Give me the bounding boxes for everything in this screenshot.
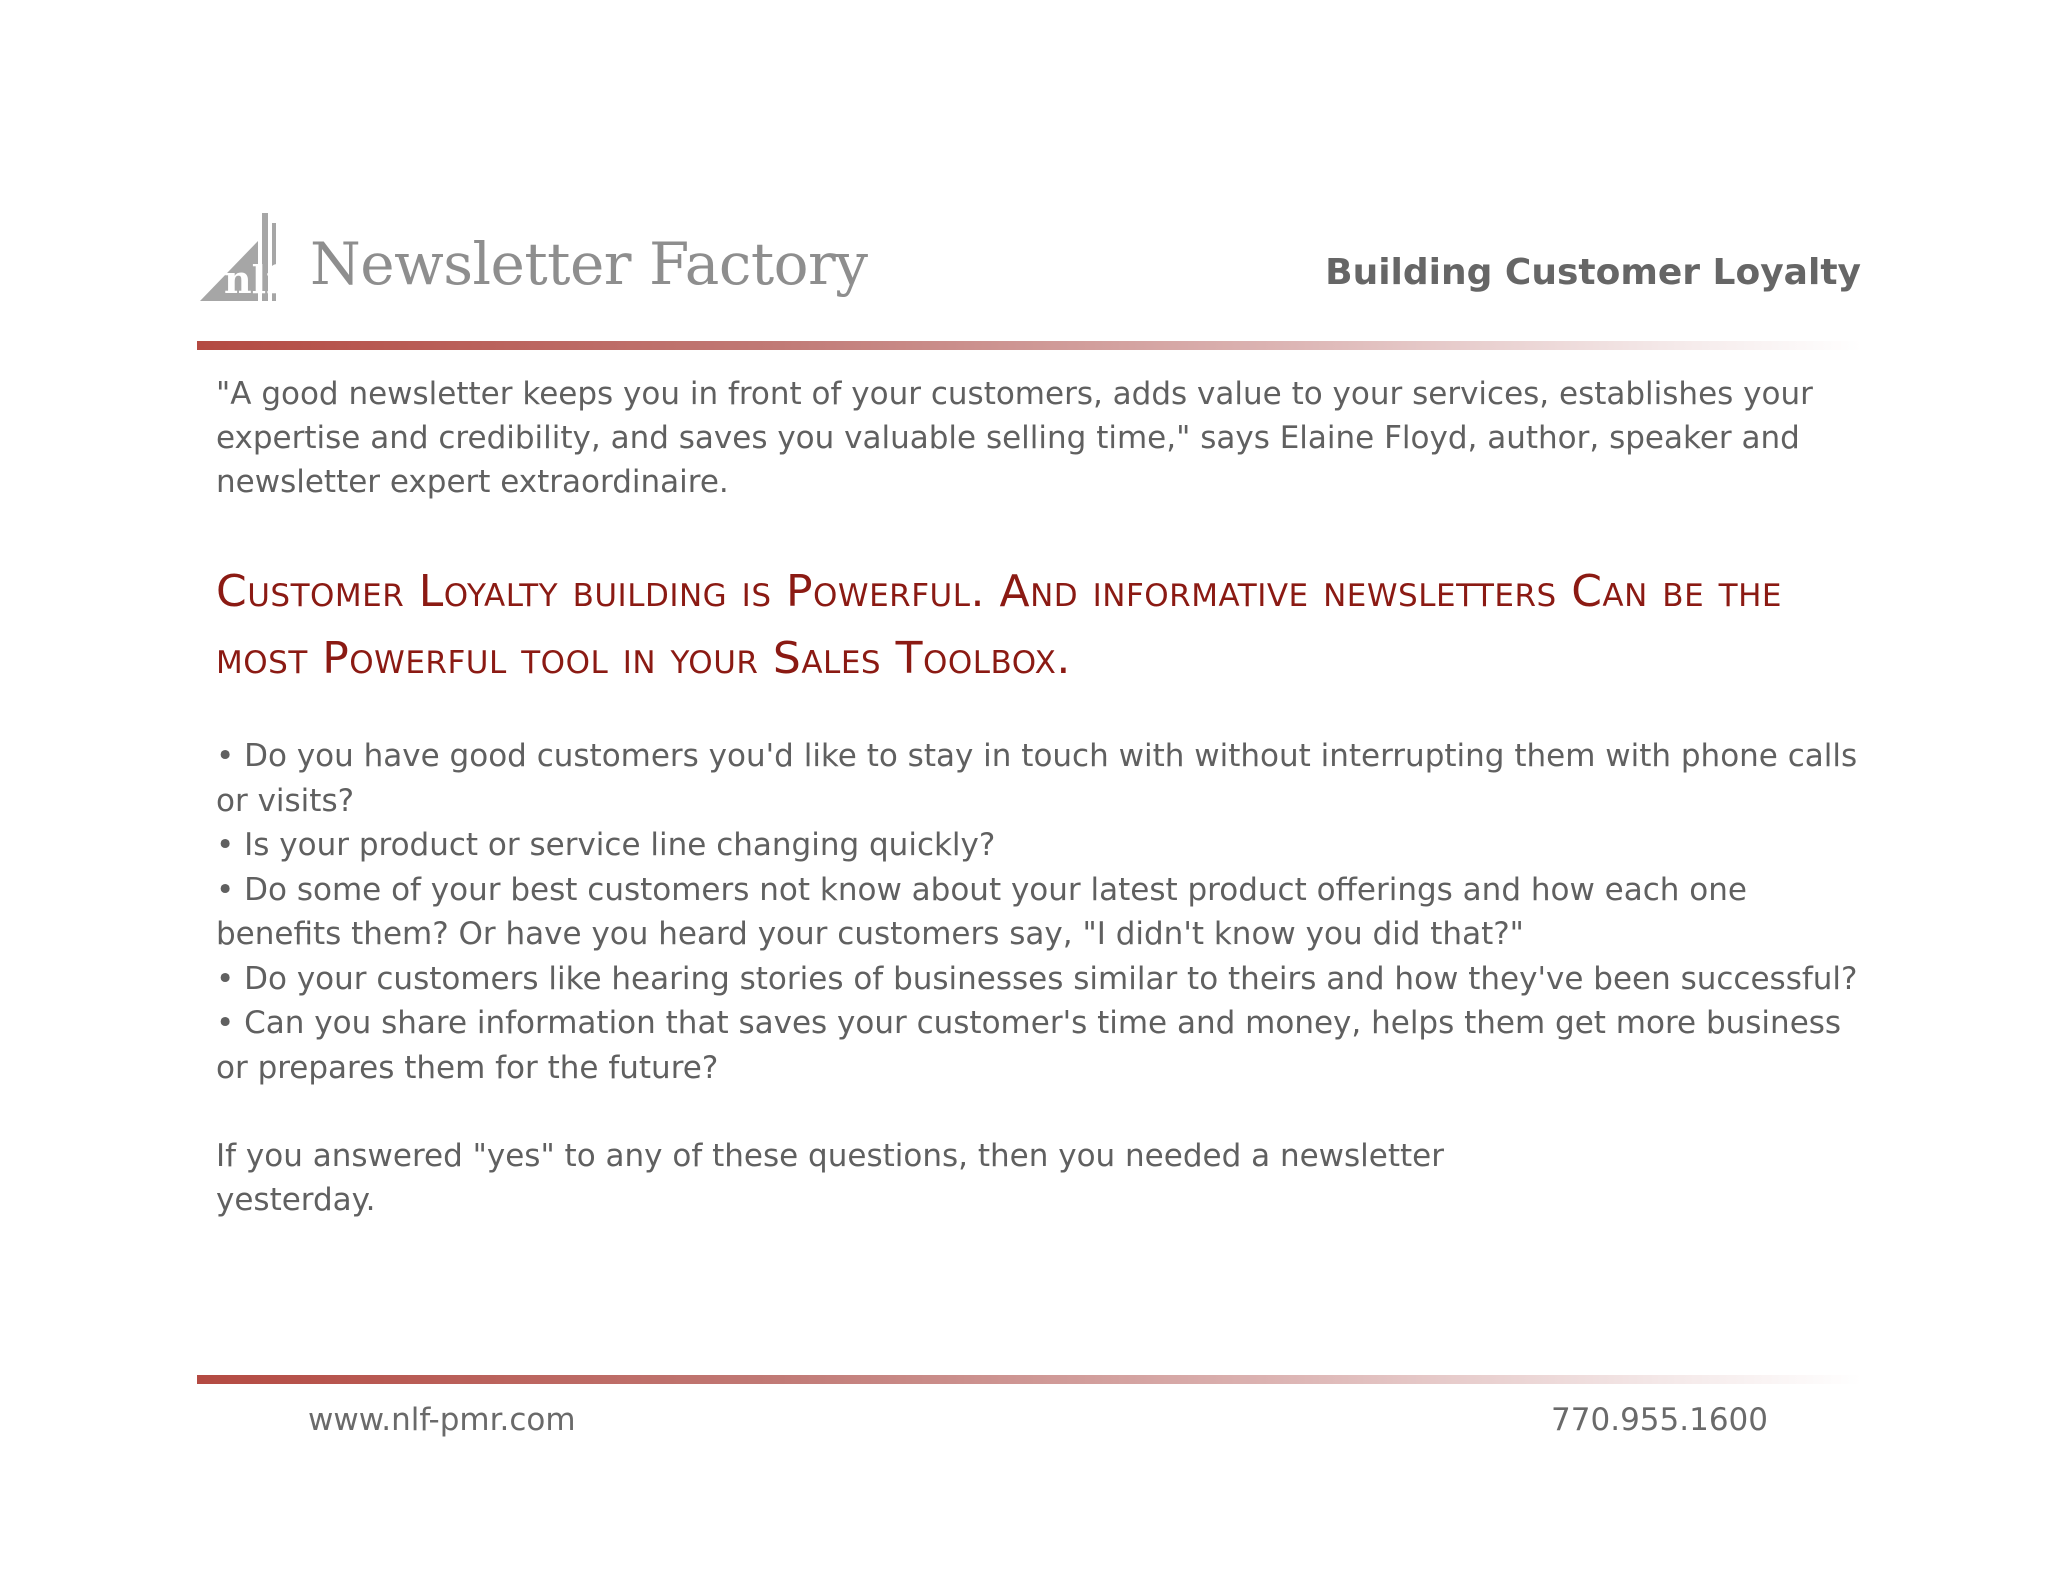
list-item: • Do you have good customers you'd like to stay in touch with without interrupting them with phone calls or visits? xyxy=(216,734,1866,823)
footer-divider xyxy=(197,1375,1862,1384)
footer-phone: 770.955.1600 xyxy=(1551,1402,1768,1438)
intro-quote: "A good newsletter keeps you in front of your customers, adds value to your services, establishes your expertise and credibility, and saves you valuable selling time," says Elaine Floyd, author, speaker and newsletter expert extraordinaire. xyxy=(216,376,1813,500)
brand-name: Newsletter Factory xyxy=(310,230,868,298)
footer-website[interactable]: www.nlf-pmr.com xyxy=(308,1402,576,1438)
brand-logo xyxy=(200,193,868,303)
question-list xyxy=(216,734,1866,1090)
header-divider xyxy=(197,341,1862,350)
newsletter-factory-logo-icon xyxy=(200,211,292,303)
closing-statement: If you answered "yes" to any of these questions, then you needed a newsletter yesterday. xyxy=(216,1138,1444,1218)
list-item: • Do your customers like hearing stories of businesses similar to theirs and how they've been successful? xyxy=(216,957,1866,1002)
svg-text:nlf: nlf xyxy=(224,257,283,302)
list-item: • Do some of your best customers not know about your latest product offerings and how each one benefits them? Or have you heard your customers say, "I didn't know you did that?" xyxy=(216,868,1866,957)
main-content xyxy=(216,372,1866,1222)
list-item: • Is your product or service line changing quickly? xyxy=(216,823,1866,868)
headline: Customer Loyalty building is Powerful. And informative newsletters Can be the most Powerful tool in your Sales Toolbox. xyxy=(216,566,1782,684)
document-title: Building Customer Loyalty xyxy=(1325,252,1861,293)
list-item: • Can you share information that saves your customer's time and money, helps them get more business or prepares them for the future? xyxy=(216,1001,1866,1090)
